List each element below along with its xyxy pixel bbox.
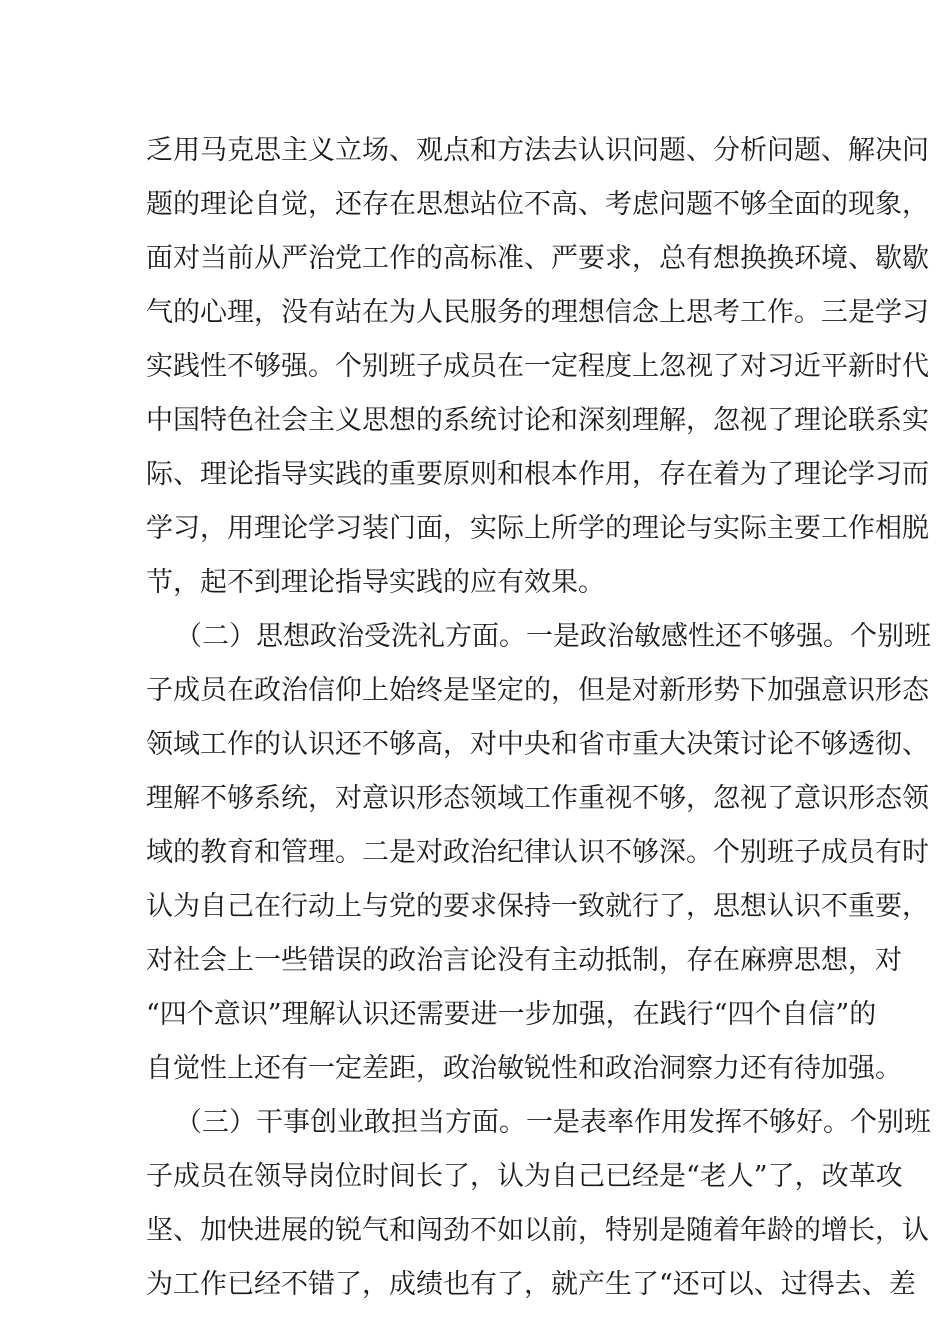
text-line: 气的心理，没有站在为人民服务的理想信念上思考工作。三是学习 [146,297,929,328]
text-line: 中国特色社会主义思想的系统讨论和深刻理解，忽视了理论联系实 [146,405,929,436]
text-line: 为工作已经不错了，成绩也有了，就产生了“还可以、过得去、差 [146,1269,916,1300]
text-line: 认为自己在行动上与党的要求保持一致就行了，思想认识不重要， [146,891,929,922]
text-line: 子成员在政治信仰上始终是坚定的，但是对新形势下加强意识形态 [146,675,929,706]
text-line: 实践性不够强。个别班子成员在一定程度上忽视了对习近平新时代 [146,351,929,382]
text-line: 坚、加快进展的锐气和闯劲不如以前，特别是随着年龄的增长，认 [146,1215,929,1246]
text-line: 子成员在领导岗位时间长了，认为自己已经是“老人”了，改革攻 [146,1161,903,1192]
text-line: （三）干事创业敢担当方面。一是表率作用发挥不够好。个别班 [175,1107,931,1138]
text-line: 域的教育和管理。二是对政治纪律认识不够深。个别班子成员有时 [146,837,929,868]
text-line: “四个意识”理解认识还需要进一步加强，在践行“四个自信”的 [146,999,877,1030]
text-line: 题的理论自觉，还存在思想站位不高、考虑问题不够全面的现象， [146,189,929,220]
text-line: 学习，用理论学习装门面，实际上所学的理论与实际主要工作相脱 [146,513,929,544]
text-line: 乏用马克思主义立场、观点和方法去认识问题、分析问题、解决问 [146,135,929,166]
text-line: 际、理论指导实践的重要原则和根本作用，存在着为了理论学习而 [146,459,929,490]
text-line: 节，起不到理论指导实践的应有效果。 [146,567,605,598]
text-line: 面对当前从严治党工作的高标准、严要求，总有想换换环境、歇歇 [146,243,929,274]
text-line: 对社会上一些错误的政治言论没有主动抵制，存在麻痹思想，对 [146,945,902,976]
text-line: （二）思想政治受洗礼方面。一是政治敏感性还不够强。个别班 [175,621,931,652]
text-line: 理解不够系统，对意识形态领域工作重视不够，忽视了意识形态领 [146,783,929,814]
text-line: 自觉性上还有一定差距，政治敏锐性和政治洞察力还有待加强。 [146,1053,902,1084]
text-line: 领域工作的认识还不够高，对中央和省市重大决策讨论不够透彻、 [146,729,929,760]
